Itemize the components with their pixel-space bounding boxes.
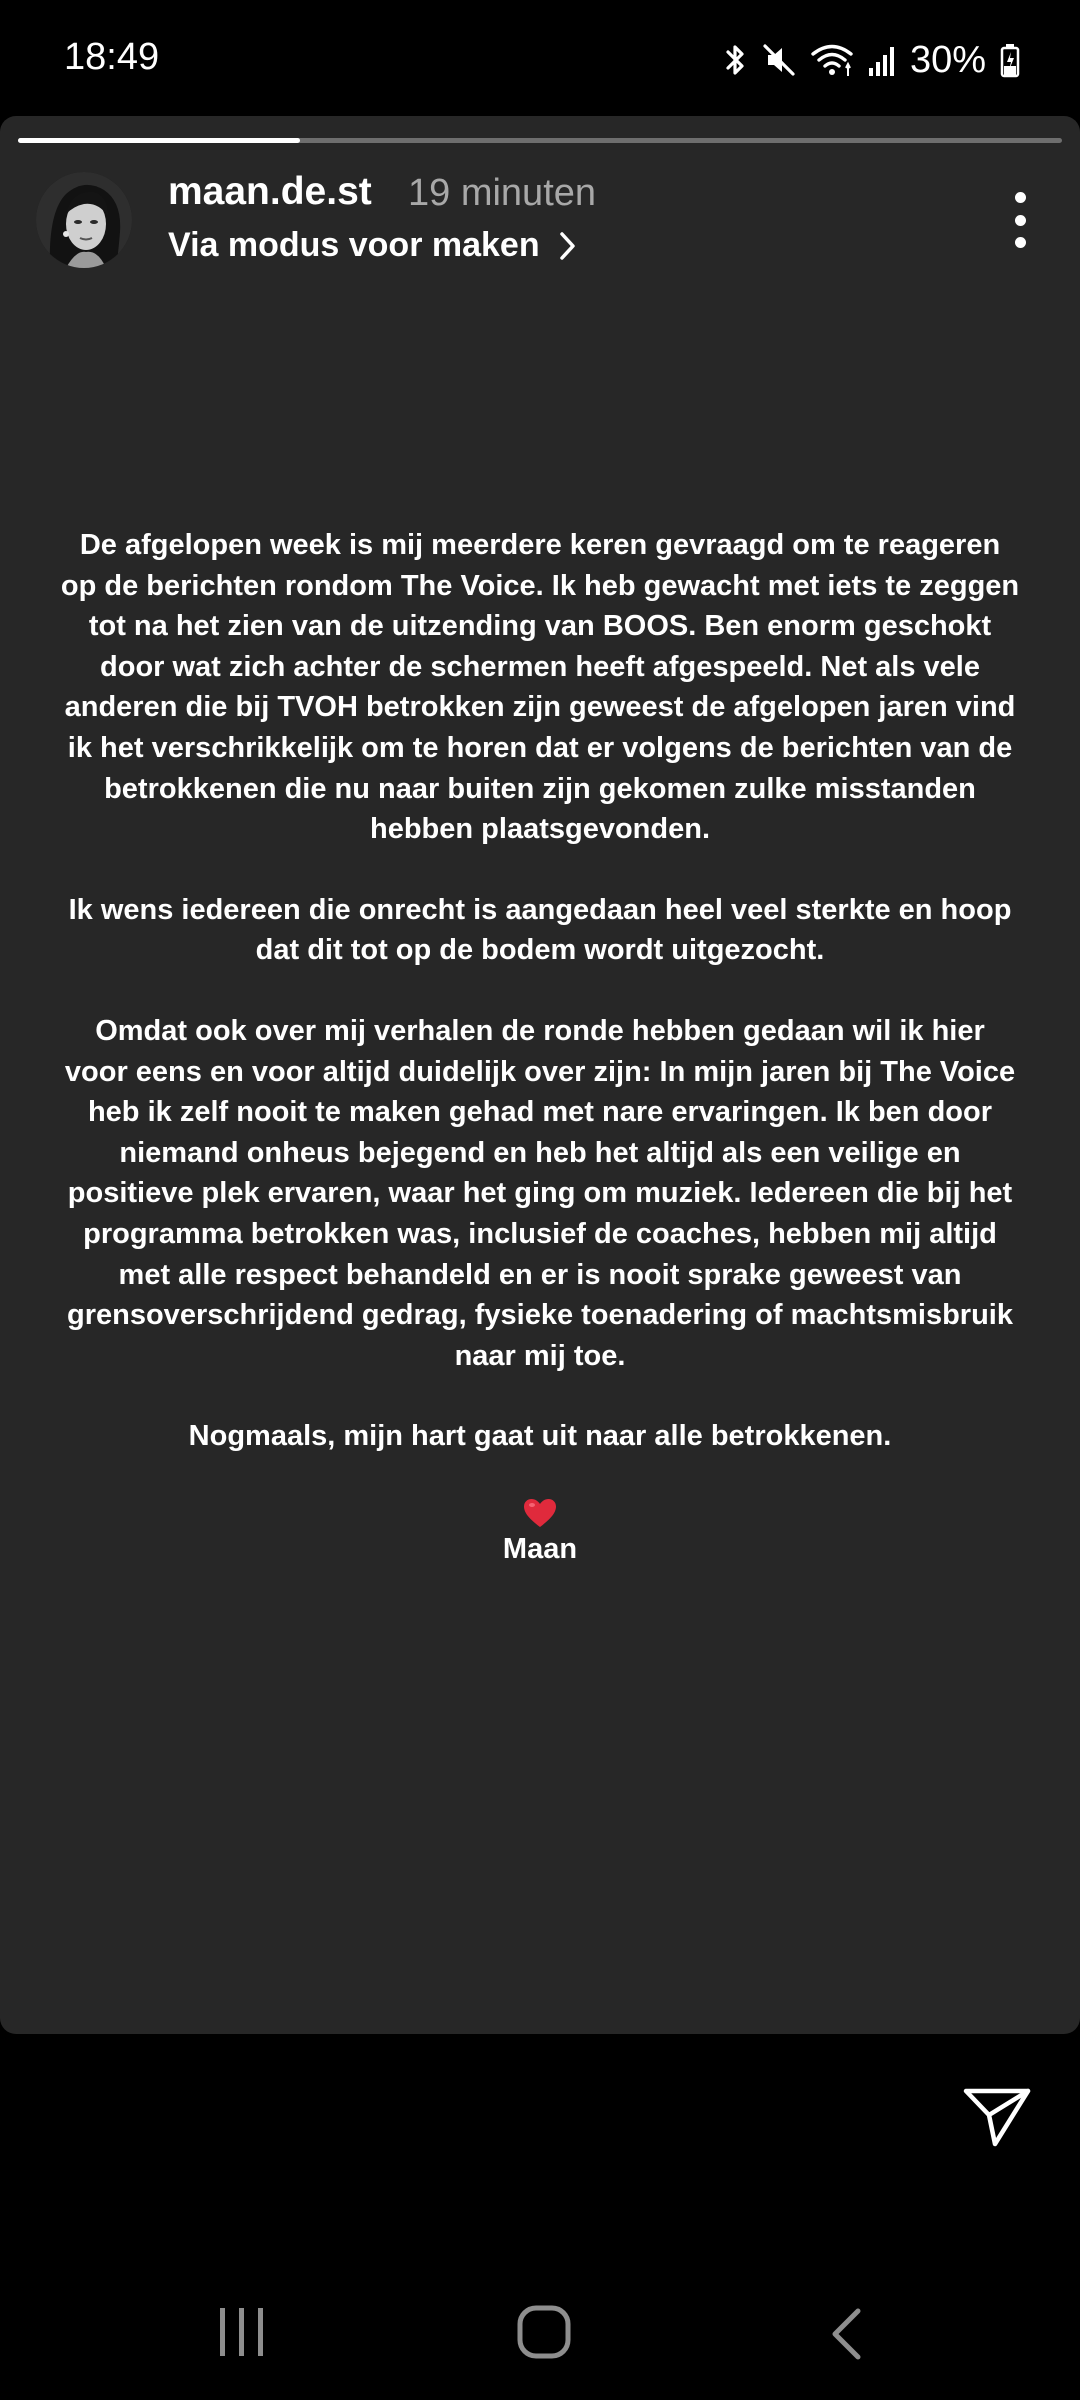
- story-paragraph: Ik wens iedereen die onrecht is aangedaan heel veel sterkte en hoop dat dit tot op de bodem wordt uitgezocht.: [68, 893, 1012, 967]
- more-dot-icon: [1015, 237, 1026, 248]
- story-card[interactable]: [0, 116, 1080, 2034]
- back-icon: [826, 2306, 866, 2362]
- recents-button[interactable]: [218, 2306, 266, 2358]
- more-dot-icon: [1015, 215, 1026, 226]
- battery-icon: [1000, 42, 1020, 78]
- story-paragraph: De afgelopen week is mij meerdere keren gevraagd om te reageren op de berichten rondom The Voice. Ik heb gewacht met iets te zeggen tot na het zien van de uitzending van BOOS. Ben enorm geschokt door wat zich achter de schermen heeft afgespeeld. Net als vele anderen die bij TVOH betrokken zijn geweest de afgelopen jaren vind ik het verschrikkelijk om te horen dat er volgens de berichten van de betrokkenen die nu naar buiten zijn gekomen zulke misstanden hebben plaatsgevonden.: [60, 529, 1020, 846]
- more-dot-icon: [1015, 192, 1026, 203]
- time-ago: 19 minuten: [408, 172, 597, 214]
- status-icons: [724, 38, 1020, 82]
- signature: Maan: [502, 1532, 578, 1565]
- status-time: 18:49: [64, 36, 160, 78]
- mute-icon: [762, 42, 796, 78]
- back-button[interactable]: [826, 2306, 866, 2362]
- recents-icon: [218, 2306, 266, 2358]
- more-options-button[interactable]: [1010, 192, 1030, 248]
- navigation-bar: [0, 2270, 1080, 2400]
- story-progress-fill: [18, 138, 300, 143]
- story-paragraph: Nogmaals, mijn hart gaat uit naar alle betrokkenen.: [188, 1420, 892, 1453]
- home-icon: [516, 2304, 572, 2360]
- home-button[interactable]: [516, 2304, 572, 2360]
- send-button[interactable]: [962, 2086, 1032, 2148]
- status-bar: [0, 0, 1080, 120]
- heart-icon: [522, 1497, 558, 1529]
- avatar[interactable]: [36, 172, 132, 268]
- story-progress-bar: [18, 138, 1062, 143]
- chevron-right-icon: [558, 231, 576, 261]
- story-text: [60, 525, 1020, 1569]
- signal-icon: [868, 42, 896, 78]
- create-mode-label: Via modus voor maken: [168, 226, 540, 264]
- wifi-icon: [810, 42, 854, 78]
- heart-emoji: [60, 1497, 1020, 1529]
- battery-percentage: 30%: [909, 38, 986, 81]
- story-paragraph: Omdat ook over mij verhalen de ronde hebben gedaan wil ik hier voor eens en voor altijd duidelijk over zijn: In mijn jaren bij The Voice heb ik zelf nooit te maken gehad met nare ervaringen. Ik ben door niemand onheus bejegend en heb het altijd als een veilige en positieve plek ervaren, waar het ging om muziek. Iedereen die bij het programma betrokken was, inclusief de coaches, hebben mij altijd met alle respect behandeld en er is nooit sprake geweest van grensoverschrijdend gedrag, fysieke toenadering of machtsmisbruik naar mij toe.: [64, 1014, 1016, 1372]
- bluetooth-icon: [724, 42, 748, 78]
- create-mode-link[interactable]: [168, 226, 576, 265]
- profile-photo: [36, 172, 132, 268]
- send-icon: [962, 2086, 1032, 2148]
- username[interactable]: maan.de.st: [168, 170, 372, 213]
